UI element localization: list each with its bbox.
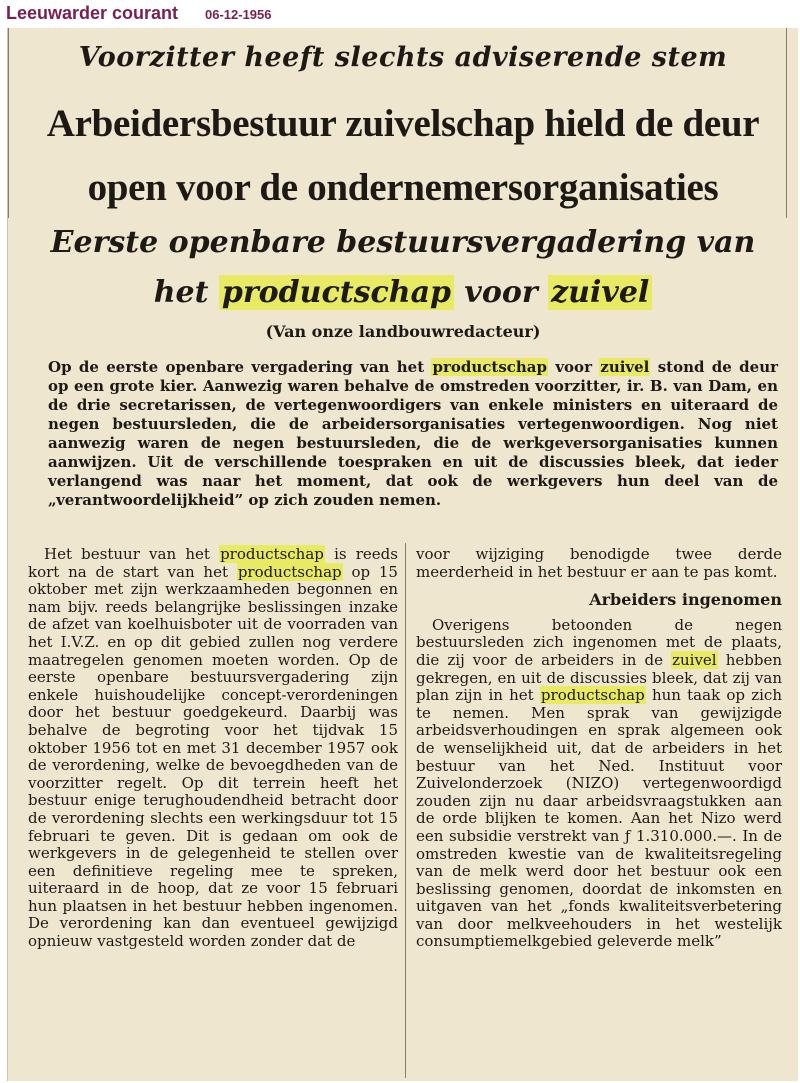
subhead-line-2 — [8, 268, 798, 318]
headline-line-1: Arbeidersbestuur zuivelschap hield de deur — [46, 102, 760, 145]
headline-line-2: open voor de ondernemersorganisaties — [87, 166, 719, 209]
highlighted-term: zuivel — [548, 275, 652, 310]
highlighted-term: productschap — [220, 545, 324, 563]
section-heading: Arbeiders ingenomen — [589, 590, 782, 610]
highlighted-term: zuivel — [672, 650, 717, 669]
body-paragraph: voor wijziging benodigde twee derde meerderheid in het bestuur er aan te pas komt. — [416, 545, 782, 581]
column-divider — [405, 543, 406, 1078]
highlighted-term: productschap — [540, 686, 645, 705]
lead-paragraph: Op de eerste openbare vergadering van het productschap voor zuivel stond de deur op een grote kier. Aanwezig waren behalve de omstreden voorzitter, ir. B. van Dam, en de drie secretarissen, de vertegenwoordigers van enkele ministers en uiteraard de negen bestuursleden, die de arbeidersorganisaties vertegenwoordigen. Nog niet aanwezig waren de negen bestuursleden, die de werkgeversorganisaties kunnen aanwijzen. Uit de verschillende toespraken en uit de discussies bleek, dat ieder verlangend was naar het moment, dat ook de werkgevers hun deel van de „verantwoordelijkheid” op zich zouden nemen. — [48, 358, 779, 509]
highlighted-term: productschap — [237, 562, 342, 581]
publication-date: 06-12-1956 — [205, 7, 272, 22]
highlighted-term: productschap — [219, 275, 454, 310]
newspaper-clipping — [7, 28, 798, 1081]
article-kicker: Voorzitter heeft slechts adviserende stem — [78, 42, 728, 73]
body-column-2 — [416, 546, 782, 1076]
body-paragraph: Overigens betoonden de negen bestuursleden zich ingenomen met de plaats, die zij voor de arbeiders in de zuivel hebben gekregen, en uit de discussies bleek, dat zij van plan zijn in het productschap hun taak op zich te nemen. Men sprak van gewijzigde arbeidsverhoudingen en sprak algemeen ook de wenselijkheid uit, dat de arbeiders in het bestuur van het Ned. Instituut voor Zuivelonderzoek (NIZO) vertegenwoordigd zouden zijn nu daar arbeidsvraagstukken aan de orde blijken te komen. Aan het Nizo werd een subsidie verstrekt van ƒ 1.310.000.—. In de omstreden kwestie van de kwaliteitsregeling van de melk werd door het bestuur ook een beslissing genomen, doordat de inkomsten en uitgaven van het „fonds kwaliteitsverbetering van door melkveehouders in het westelijk consumptiemelkgebied geleverde melk” — [416, 615, 782, 951]
highlighted-term: productschap — [432, 358, 548, 376]
body-paragraph: Het bestuur van het productschap is reeds kort na de start van het productschap op 15 oktober met zijn werkzaamheden begonnen en nam bijv. reeds belangrijke beslissingen inzake de afzet van koelhuisboter uit de voorraden van het I.V.Z. en op dit gebied zullen nog verdere maatregelen genomen moeten worden. Op de eerste openbare bestuursvergadering zijn enkele huishoudelijke concept-verordeningen door het bestuur goedgekeurd. Daarbij was behalve de begroting voor het tijdvak 15 oktober 1956 tot en met 31 december 1957 ook de verordening, welke de bevoegdheden van de voorzitter regelt. Op dit terrein heeft het bestuur enige terughoudendheid betracht door de verordening slechts een werkingsduur tot 15 februari te geven. Dit is gedaan om ook de werkgevers in de gelegenheid te stellen over een definitieve regeling mee te spreken, uiteraard in de hoop, dat ze voor 15 februari hun plaatsen in het bestuur hebben ingenomen. De verordening kan dan eventueel gewijzigd opnieuw vastgesteld worden zonder dat de — [28, 545, 398, 951]
subhead-text: voor — [453, 275, 549, 310]
subhead-text: het — [153, 275, 219, 310]
article-subheadline — [8, 218, 798, 318]
newspaper-name: Leeuwarder courant — [6, 3, 179, 23]
byline: (Van onze landbouwredacteur) — [265, 322, 541, 341]
page-header — [0, 0, 800, 30]
article-headline — [8, 92, 798, 220]
subhead-line-1: Eerste openbare bestuursvergadering van — [50, 225, 756, 260]
body-column-1 — [28, 546, 398, 1076]
highlighted-term: zuivel — [600, 358, 650, 376]
